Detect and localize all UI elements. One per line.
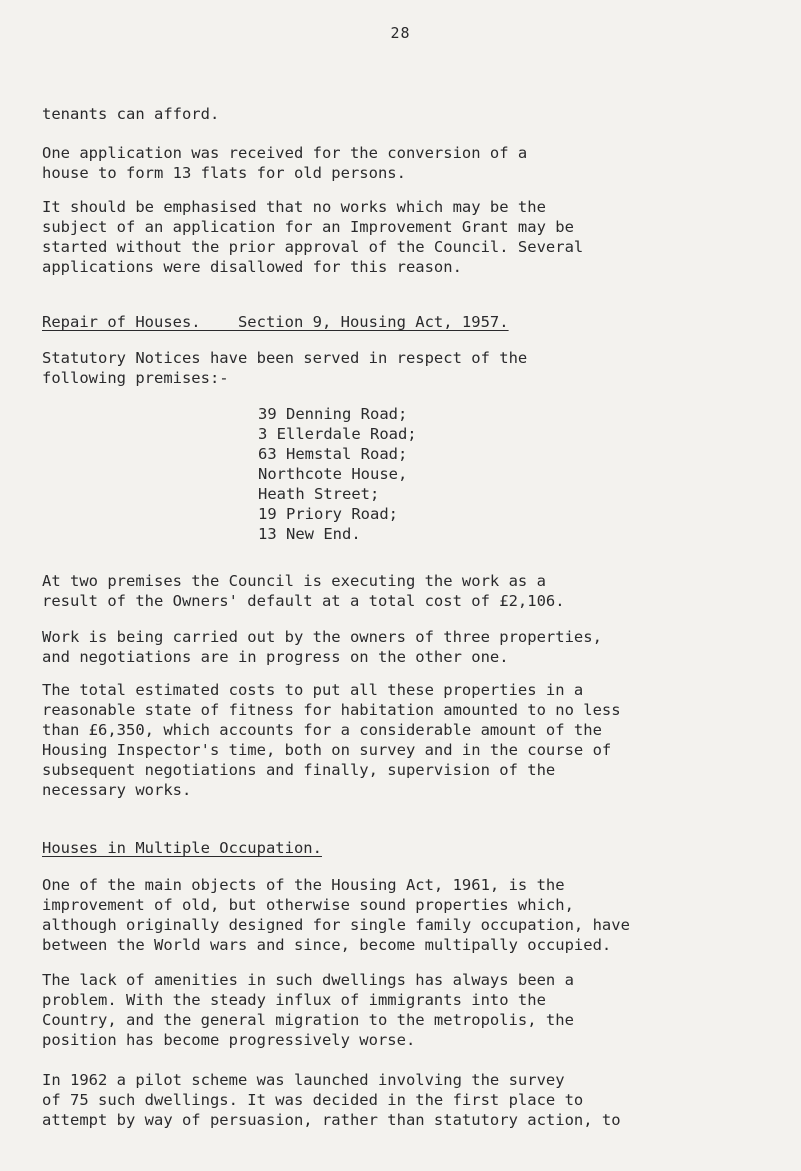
paragraph-prior-approval: It should be emphasised that no works which may be the subject of an application for an Improvement Grant may be started without the prior approval of the Council. Several applications were disallowed for this reason. xyxy=(42,198,584,276)
paragraph-work-by-owners: Work is being carried out by the owners of three properties, and negotiations are in progress on the other one. xyxy=(42,628,602,666)
section-heading-multiple-occupation: Houses in Multiple Occupation. xyxy=(42,839,322,857)
paragraph-housing-act-1961: One of the main objects of the Housing Act, 1961, is the improvement of old, but otherwise sound properties which, although originally designed for single family occupation, have between the World wars and since, become multipally occupied. xyxy=(42,876,630,954)
paragraph-continuation: tenants can afford. xyxy=(42,105,220,123)
paragraph-estimated-costs: The total estimated costs to put all these properties in a reasonable state of fitness for habitation amounted to no less than £6,350, which accounts for a considerable amount of the Housing Inspector's time, both on survey and in the course of subsequent negotiations and finally, supervision of the necessary works. xyxy=(42,681,621,799)
premises-address-list: 39 Denning Road; 3 Ellerdale Road; 63 Hemstal Road; Northcote House, Heath Street; 19 Priory Road; 13 New End. xyxy=(258,405,417,543)
paragraph-statutory-notices: Statutory Notices have been served in respect of the following premises:- xyxy=(42,349,528,387)
paragraph-flat-conversion: One application was received for the conversion of a house to form 13 flats for old persons. xyxy=(42,144,528,182)
paragraph-owners-default: At two premises the Council is executing the work as a result of the Owners' default at a total cost of £2,106. xyxy=(42,572,565,610)
page-number: 28 xyxy=(390,24,411,42)
paragraph-pilot-scheme: In 1962 a pilot scheme was launched involving the survey of 75 such dwellings. It was decided in the first place to attempt by way of persuasion, rather than statutory action, to xyxy=(42,1071,621,1129)
section-heading-repair-of-houses: Repair of Houses. Section 9, Housing Act, 1957. xyxy=(42,313,509,331)
paragraph-lack-of-amenities: The lack of amenities in such dwellings has always been a problem. With the steady influx of immigrants into the Country, and the general migration to the metropolis, the position has become progressively worse. xyxy=(42,971,574,1049)
